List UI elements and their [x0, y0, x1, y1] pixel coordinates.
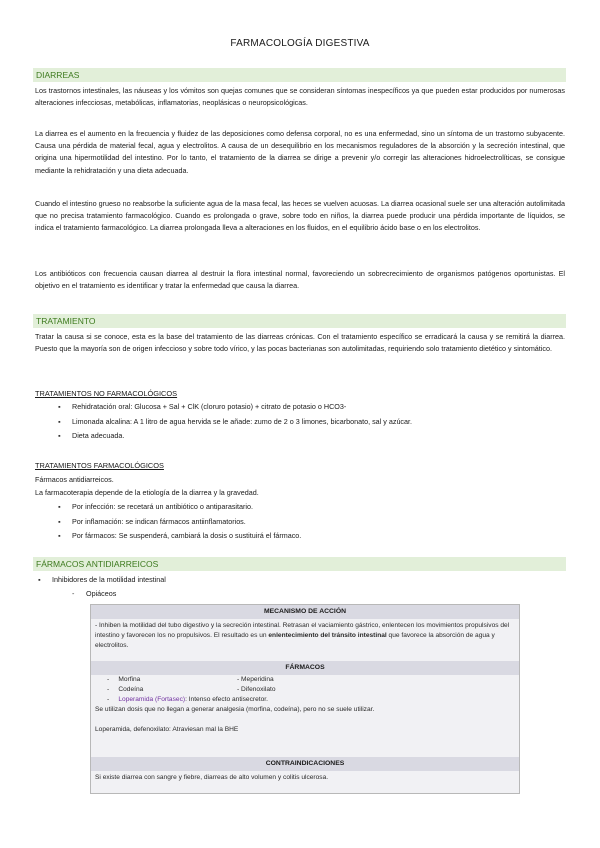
- opiaceos-table: [90, 604, 520, 794]
- diarreas-paragraph-4: Los antibióticos con frecuencia causan diarrea al destruir la flora intestinal normal, favoreciendo un sobrecrecimiento de organismos patógenos oportunistas. El objetivo en el tratamiento es identificar y tratar la enfermedad que causa la diarrea.: [35, 269, 565, 291]
- list-item: - Opiáceos: [72, 589, 117, 598]
- bullet-icon: ▪: [38, 575, 41, 584]
- farmacologicos-line-2: La farmacoterapia depende de la etiología de la diarrea y la gravedad.: [35, 488, 259, 497]
- table-header-mecanismo: MECANISMO DE ACCIÓN: [91, 605, 519, 619]
- diarreas-paragraph-1: Los trastornos intestinales, las náuseas y los vómitos son quejas comunes que se consideran síntomas inespecíficos ya que pueden estar producidos por numerosas alteraciones infecciosas, metabólicas, inflamatorias, neoplásicas o neuropsicológicas.: [35, 86, 565, 108]
- section-heading-diarreas: DIARREAS: [33, 68, 566, 82]
- tratamiento-paragraph: Tratar la causa si se conoce, esta es la base del tratamiento de las diarreas crónicas. Con el tratamiento específico se erradicará la causa y se remitirá la diarrea. Puesto que la mayoría son de origen infeccioso y sobre todo vírico, y las pocas bacterianas son autolimitadas, requiriendo solo tratamiento dietético y sintomático.: [35, 332, 565, 354]
- drug-morfina: - Morfina: [107, 676, 141, 683]
- bullet-icon: ▪: [58, 402, 61, 411]
- list-item: ▪ Por infección: se recetará un antibiótico o antiparasitario.: [58, 502, 253, 511]
- subheading-farmacologicos: TRATAMIENTOS FARMACOLÓGICOS: [35, 461, 164, 470]
- bullet-icon: ▪: [58, 502, 61, 511]
- bullet-icon: ▪: [58, 431, 61, 440]
- drug-difenoxilato: - Difenoxilato: [237, 686, 276, 693]
- list-item: ▪ Por fármacos: Se suspenderá, cambiará la dosis o sustituirá el fármaco.: [58, 531, 302, 540]
- drug-loperamida: - Loperamida (Fortasec): Intenso efecto antisecretor.: [107, 696, 268, 703]
- drug-meperidina: - Meperidina: [237, 676, 274, 683]
- farmacos-cell: [91, 675, 519, 757]
- list-item: ▪ Limonada alcalina: A 1 litro de agua hervida se le añade: zumo de 2 o 3 limones, bicarbonato, sal y azúcar.: [58, 417, 413, 426]
- dash-icon: -: [72, 589, 75, 598]
- farmacos-note-2: Loperamida, defenoxilato: Atraviesan mal la BHE: [95, 726, 239, 733]
- list-item: ▪ Dieta adecuada.: [58, 431, 125, 440]
- farmacologicos-line-1: Fármacos antidiarreicos.: [35, 475, 114, 484]
- section-heading-antidiarreicos: FÁRMACOS ANTIDIARREICOS: [33, 557, 566, 571]
- drug-codeina: - Codeína: [107, 686, 144, 693]
- diarreas-paragraph-3: Cuando el intestino grueso no reabsorbe la suficiente agua de la masa fecal, las heces se vuelven acuosas. La diarrea ocasional suele ser una alteración autolimitada que no precisa tratamiento farmacológico. Cuando es prolongada o grave, sobre todo en niños, la diarrea puede producir una pérdida importante de líquidos, se indica el tratamiento farmacológico. La diarrea prolongada lleva a alteraciones en los fluidos, en el equilibrio ácido base o en los electrolitos.: [35, 199, 565, 233]
- bullet-icon: ▪: [58, 417, 61, 426]
- diarreas-paragraph-2: La diarrea es el aumento en la frecuencia y fluidez de las deposiciones como defensa corporal, no es una enfermedad, sino un síntoma de un trastorno subyacente. Causa una pérdida de material fecal, agua y electrolitos. A causa de un desequilibrio en los mecanismos reguladores de la absorción y la secreción intestinal, que origina una hipermotilidad del intestino. Por lo tanto, el tratamiento de la diarrea se dirige a prevenir y/o corregir las alteraciones hidroelectrolíticas, se consigue mediante la rehidratación y una dieta adecuada.: [35, 129, 565, 175]
- section-heading-tratamiento: TRATAMIENTO: [33, 314, 566, 328]
- list-item: ▪ Rehidratación oral: Glucosa + Sal + ClK (cloruro potasio) + citrato de potasio o HCO3-: [58, 402, 347, 411]
- subheading-no-farmacologicos: TRATAMIENTOS NO FARMACOLÓGICOS: [35, 389, 178, 398]
- document-title: FARMACOLOGÍA DIGESTIVA: [230, 38, 370, 49]
- mecanismo-text: - Inhiben la motilidad del tubo digestivo y la secreción intestinal. Retrasan el vaciamiento gástrico, enlentecen los movimientos propulsivos del intestino y favorecen los no propulsivos. El resultado es un enlentecimiento del tránsito intestinal que favorece la absorción de agua y electrolitos.: [95, 622, 510, 649]
- list-item: ▪ Por inflamación: se indican fármacos antiinflamatorios.: [58, 517, 246, 526]
- contraindicaciones-text: Si existe diarrea con sangre y fiebre, diarreas de alto volumen y colitis ulcerosa.: [95, 774, 329, 781]
- bullet-icon: ▪: [58, 517, 61, 526]
- bullet-icon: ▪: [58, 531, 61, 540]
- list-item: ▪ Inhibidores de la motilidad intestinal: [38, 575, 166, 584]
- table-header-contraindicaciones: CONTRAINDICACIONES: [91, 757, 519, 771]
- table-header-farmacos: FÁRMACOS: [91, 661, 519, 675]
- farmacos-note-1: Se utilizan dosis que no llegan a generar analgesia (morfina, codeína), pero no se suele utilizar.: [95, 706, 375, 713]
